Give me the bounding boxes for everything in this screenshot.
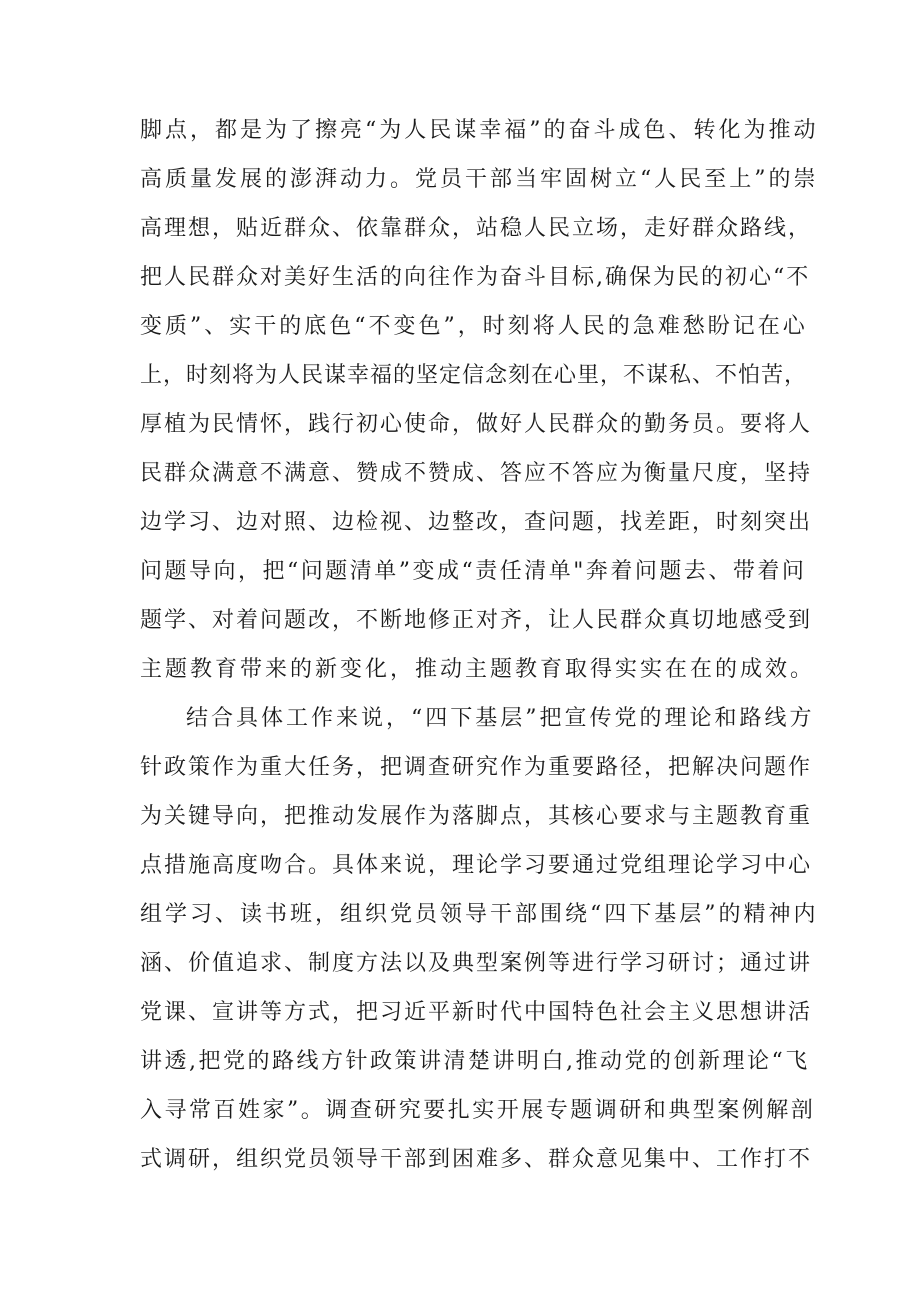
paragraph-1 bbox=[140, 106, 820, 694]
paragraph-2 bbox=[140, 694, 820, 1184]
text-line: 为关键导向，把推动发展作为落脚点，其核心要求与主题教育重 bbox=[140, 804, 813, 829]
text-line: 高质量发展的澎湃动力。党员干部当牢固树立“人民至上”的崇 bbox=[140, 167, 819, 192]
text-line: 入寻常百姓家”。调查研究要扎实开展专题调研和典型案例解剖 bbox=[140, 1098, 816, 1123]
text-line: 题学、对着问题改，不断地修正对齐，让人民群众真切地感受到 bbox=[140, 608, 813, 633]
text-line: 结合具体工作来说，“四下基层”把宣传党的理论和路线方 bbox=[186, 706, 815, 731]
text-line: 上，时刻将为人民谋幸福的坚定信念刻在心里，不谋私、不怕苦， bbox=[140, 363, 808, 388]
text-line: 把人民群众对美好生活的向往作为奋斗目标,确保为民的初心“不 bbox=[140, 265, 811, 290]
text-line: 针政策作为重大任务，把调查研究作为重要路径，把解决问题作 bbox=[140, 755, 813, 780]
text-line: 厚植为民情怀，践行初心使命，做好人民群众的勤务员。要将人 bbox=[140, 412, 813, 437]
text-line: 讲透,把党的路线方针政策讲清楚讲明白,推动党的创新理论“飞 bbox=[140, 1049, 810, 1074]
text-line: 高理想，贴近群众、依靠群众，站稳人民立场，走好群众路线， bbox=[140, 216, 813, 241]
text-line: 式调研，组织党员领导干部到困难多、群众意见集中、工作打不 bbox=[140, 1147, 813, 1172]
text-line: 组学习、读书班，组织党员领导干部围绕“四下基层”的精神内 bbox=[140, 902, 819, 927]
text-line: 变质”、实干的底色“不变色”，时刻将人民的急难愁盼记在心 bbox=[140, 314, 808, 339]
text-line: 党课、宣讲等方式，把习近平新时代中国特色社会主义思想讲活 bbox=[140, 1000, 813, 1025]
text-line: 民群众满意不满意、赞成不赞成、答应不答应为衡量尺度，坚持 bbox=[140, 461, 813, 486]
text-line: 脚点，都是为了擦亮“为人民谋幸福”的奋斗成色、转化为推动 bbox=[140, 118, 819, 143]
text-line: 边学习、边对照、边检视、边整改，查问题，找差距，时刻突出 bbox=[140, 510, 813, 535]
text-line: 主题教育带来的新变化，推动主题教育取得实实在在的成效。 bbox=[140, 657, 816, 682]
text-line: 问题导向，把“问题清单”变成“责任清单"奔着问题去、带着问 bbox=[140, 559, 807, 584]
text-line: 点措施高度吻合。具体来说，理论学习要通过党组理论学习中心 bbox=[140, 853, 813, 878]
text-line: 涵、价值追求、制度方法以及典型案例等进行学习研讨；通过讲 bbox=[140, 951, 813, 976]
